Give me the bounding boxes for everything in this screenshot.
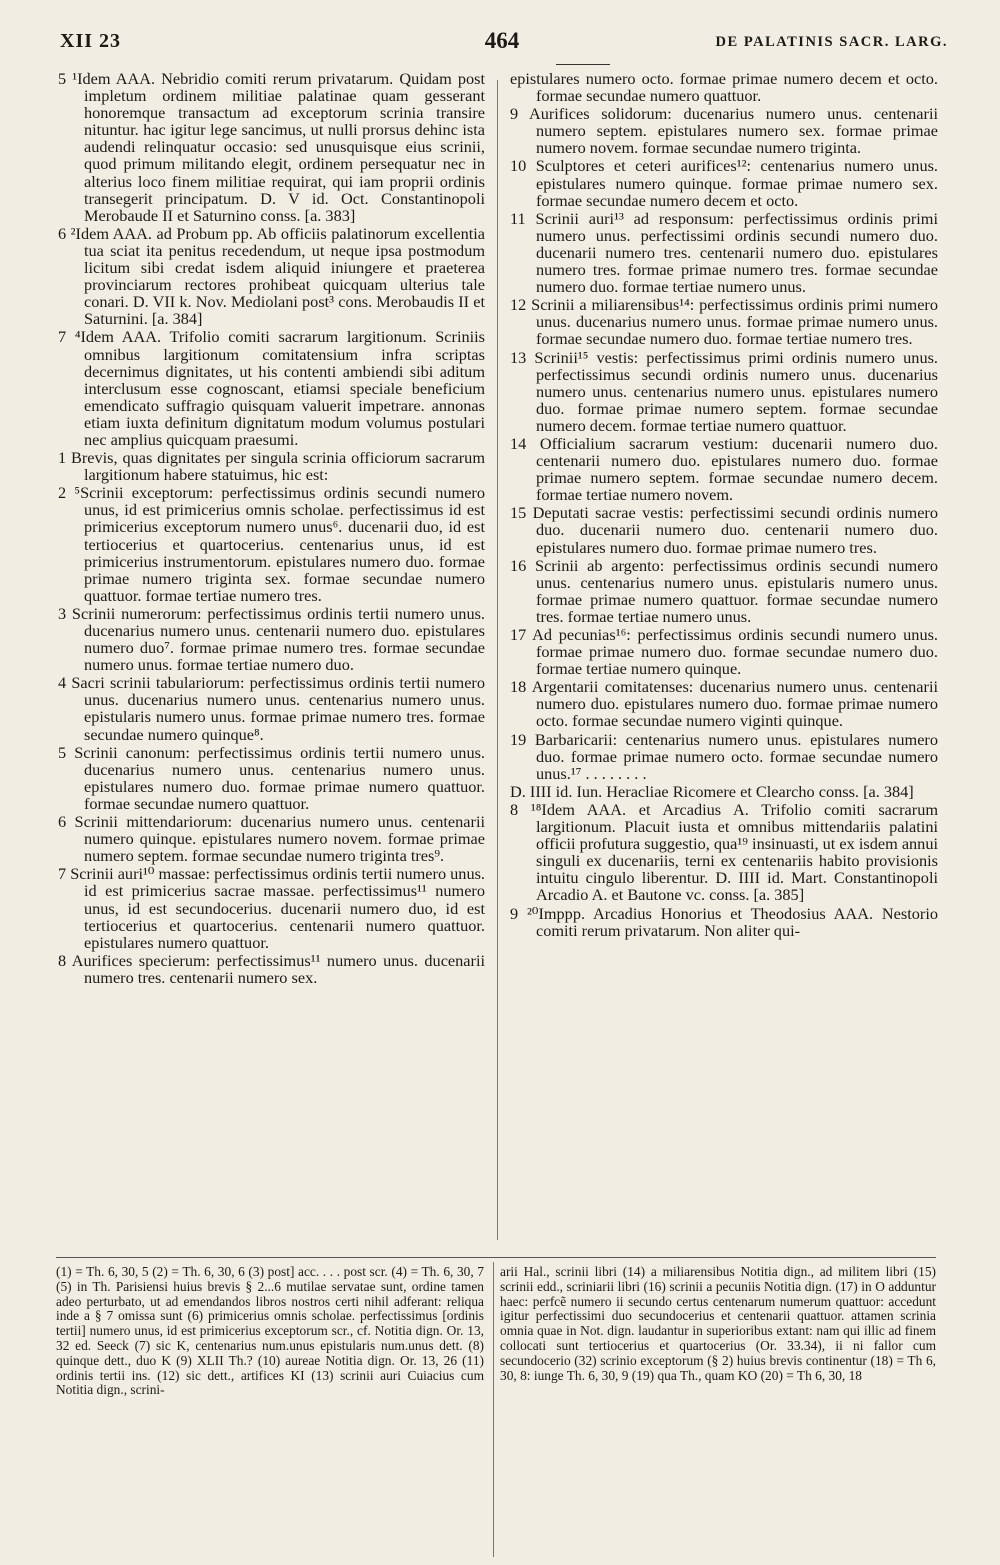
footnote-divider [493, 1262, 494, 1557]
header-section: XII 23 [60, 30, 122, 52]
paragraph: 8 ¹⁸Idem AAA. et Arcadius A. Trifolio comiti sacrarum largitionum. Placuit iusta et omnibus mittendariis palatini officii profutura suggestio, qua¹⁹ insinuasti, ut ex isdem annui singuli ex ducenariis, terni ex centenariis habito provisionis intuitu cingulo liberentur. D. IIII id. Mart. Constantinopoli Arcadio A. et Bautone vc. conss. [a. 385] [510, 799, 938, 905]
left-column [58, 70, 485, 987]
paragraph: 7 ⁴Idem AAA. Trifolio comiti sacrarum largitionum. Scriniis omnibus largitionum comitatensium infra scriptas decernimus dignitates, ut his contenti ambiendi sibi aditum interclusum esse cognoscant, etiamsi speciale beneficium emendicato suffragio quisquam valuerit impetrare. annonas etiam iuxta definitum dignitatum modum volumus postulari nec amplius quicquam praesumi. [58, 327, 485, 449]
paragraph: 5 ¹Idem AAA. Nebridio comiti rerum privatarum. Quidam post impletum ordinem militiae palatinae quam gesserant honoremque transactum ad exceptorum scrinia transire nituntur. hac igitur lege sancimus, ut nulli prorsus dehinc ista audendi relinquatur occasio: sed unusquisque eius scrinii, quod primum militando elegit, ordinem persequatur nec in alterius loco finem militiae requirat, qui iam proprii ordinis transegerit principatum. D. V id. Oct. Constantinopoli Merobaude II et Saturnino conss. [a. 383] [58, 69, 485, 225]
paragraph: 14 Officialium sacrarum vestium: ducenarii numero duo. centenarii numero duo. epistulares numero duo. formae primae numero septem. formae secundae numero decem. formae tertiae numero novem. [510, 433, 938, 505]
paragraph: 3 Scrinii numerorum: perfectissimus ordinis tertii numero unus. ducenarius numero unus. centenarii numero duo. epistulares numero duo⁷. formae primae numero tres. formae secundae numero unus. formae tertiae numero duo. [58, 603, 485, 675]
paragraph: 8 Aurifices specierum: perfectissimus¹¹ numero unus. ducenarii numero tres. centenarii numero sex. [58, 950, 485, 987]
footnotes-left: (1) = Th. 6, 30, 5 (2) = Th. 6, 30, 6 (3) post] acc. . . . post scr. (4) = Th. 6, 30, 7 (5) in Th. Parisiensi huius brevis § 2...6 mutilae servatae sunt, ordine tamen adeo perturbato, ut ad emendandos libros nostros certi nihil adferant: reliqua inde a § 7 omissa sunt (6) primicerius omnis scholae. perfectissimus [ordinis tertii] numero unus, id est primicerius exceptorum scr., cf. Notitia dign. Or. 13, 32 ed. Seeck (7) sic K, centenarius num.unus epistularis num.unus dett. (8) quinque dett., duo K (9) XLII Th.? (10) aureae Notitia dign. Or. 13, 26 (11) ordinis tertii ins. (12) sic dett., artifices KI (13) scrinii auri Cuiacius cum Notitia dign., scrini- [56, 1264, 484, 1398]
paragraph: 12 Scrinii a miliarensibus¹⁴: perfectissimus ordinis primi numero unus. ducenarius numero unus. formae primae numero unus. formae secundae numero duo. formae tertiae numero tres. [510, 295, 938, 349]
paragraph: 1 Brevis, quas dignitates per singula scrinia officiorum sacrarum largitionum habere statuimus, hic est: [58, 448, 485, 485]
footnote-rule [56, 1257, 936, 1258]
paragraph: 6 Scrinii mittendariorum: ducenarius numero unus. centenarii numero quinque. epistulares numero novem. formae primae numero septem. formae secundae numero triginta tres⁹. [58, 812, 485, 866]
running-header [56, 30, 948, 60]
column-divider [497, 80, 498, 1240]
paragraph: 5 Scrinii canonum: perfectissimus ordinis tertii numero unus. ducenarius numero unus. centenarius numero unus. epistulares numero duo. formae primae numero quattuor. formae secundae numero quattuor. [58, 742, 485, 813]
paragraph: 19 Barbaricarii: centenarius numero unus. epistulares numero duo. formae primae numero octo. formae secundae numero unus.¹⁷ . . . . . . . . [510, 729, 938, 783]
paragraph: 7 Scrinii auri¹⁰ massae: perfectissimus ordinis tertii numero unus. id est primicerius sacrae massae. perfectissimus¹¹ numero unus, id est secundocerius. ducenarii numero duo, id est tertiocerius et quartocerius. centenarii numero quattuor. epistulares numero quattuor. [58, 864, 485, 952]
paragraph: 6 ²Idem AAA. ad Probum pp. Ab officiis palatinorum excellentia tua sciat ita penitus recedendum, ut neque ipsa postmodum licitum sibi credat isdem aliquid iniungere et praeterea provinciarum rectores prohibeat quicquam ulterius tale conari. D. VII k. Nov. Mediolani post³ cons. Merobaudis II et Saturnini. [a. 384] [58, 223, 485, 329]
paragraph: 16 Scrinii ab argento: perfectissimus ordinis secundi numero unus. centenarius numero unus. epistularis numero unus. formae primae numero quattuor. formae secundae numero tres. formae tertiae numero unus. [510, 555, 938, 626]
paragraph: 17 Ad pecunias¹⁶: perfectissimus ordinis secundi numero unus. formae primae numero duo. formae secundae numero duo. formae tertiae numero quinque. [510, 625, 938, 679]
paragraph: 9 ²⁰Imppp. Arcadius Honorius et Theodosius AAA. Nestorio comiti rerum privatarum. Non aliter qui- [510, 903, 938, 940]
right-column [510, 70, 938, 940]
paragraph: 10 Sculptores et ceteri aurifices¹²: centenarius numero unus. epistulares numero quinque. formae primae numero sex. formae secundae numero decem et octo. [510, 156, 938, 210]
paragraph: 2 ⁵Scrinii exceptorum: perfectissimus ordinis secundi numero unus, id est primicerius omnis scholae. perfectissimus id est primicerius exceptorum numero unus⁶. ducenarii duo, id est tertiocerius et quartocerius. centenarius unus, id est primicerius instrumentorum. epistulares numero duo. formae primae numero triginta sex. formae secundae numero quattuor. formae tertiae numero tres. [58, 483, 485, 605]
paragraph: 15 Deputati sacrae vestis: perfectissimi secundi ordinis numero duo. ducenarii numero duo. centenarii numero duo. epistulares numero duo. formae primae numero tres. [510, 503, 938, 557]
paragraph: 11 Scrinii auri¹³ ad responsum: perfectissimus ordinis primi numero unus. perfectissimi ordinis secundi numero duo. ducenarii numero tres. centenarii numero duo. epistulares numero tres. formae primae numero tres. formae secundae numero duo. formae tertiae numero unus. [510, 208, 938, 297]
page-number: 464 [484, 28, 520, 53]
paragraph: 9 Aurifices solidorum: ducenarius numero unus. centenarii numero septem. epistulares numero sex. formae primae numero novem. formae secundae numero triginta. [510, 104, 938, 158]
header-title: DE PALATINIS SACR. LARG. [715, 34, 948, 50]
paragraph: 4 Sacri scrinii tabulariorum: perfectissimus ordinis tertii numero unus. ducenarius numero unus. centenarius numero unus. epistularis numero unus. formae primae numero tres. formae secundae numero quinque⁸. [58, 673, 485, 744]
date-line: D. IIII id. Iun. Heracliae Ricomere et Clearcho conss. [a. 384] [510, 781, 914, 801]
paragraph: epistulares numero octo. formae primae numero decem et octo. formae secundae numero quattuor. [510, 69, 938, 106]
header-rule [556, 64, 610, 65]
paragraph: 13 Scrinii¹⁵ vestis: perfectissimus primi ordinis numero unus. perfectissimus secundi ordinis numero unus. ducenarius numero unus. centenarius numero unus. epistulares numero duo. formae primae numero septem. formae secundae numero decem. formae tertiae numero quattuor. [510, 347, 938, 435]
paragraph: 18 Argentarii comitatenses: ducenarius numero unus. centenarii numero duo. epistulares numero duo. formae primae numero octo. formae secundae numero viginti quinque. [510, 677, 938, 731]
footnotes-right: arii Hal., scrinii libri (14) a miliarensibus Notitia dign., ad militem libri (15) scrinii edd., scriniarii libri (16) scrinii a pecuniis Notitia dign. (17) in O adduntur haec: perfcẽ numero ii secundo certus centenarum numerum quattuor: accedunt igitur perfectissimi duo secundocerius et centenarii quattuor. attamen scrinia omnia quae in Not. dign. laudantur in superioribus extant: nam qui illic ad finem collocati sunt tertiocerius et quartocerius (Or. 33.34), ii ni fallor cum secundocerio (32) scrinio exceptorum (§ 2) huius brevis continentur (18) = Th 6, 30, 8: iunge Th. 6, 30, 9 (19) qua Th., quam KO (20) = Th 6, 30, 18 [500, 1264, 936, 1383]
